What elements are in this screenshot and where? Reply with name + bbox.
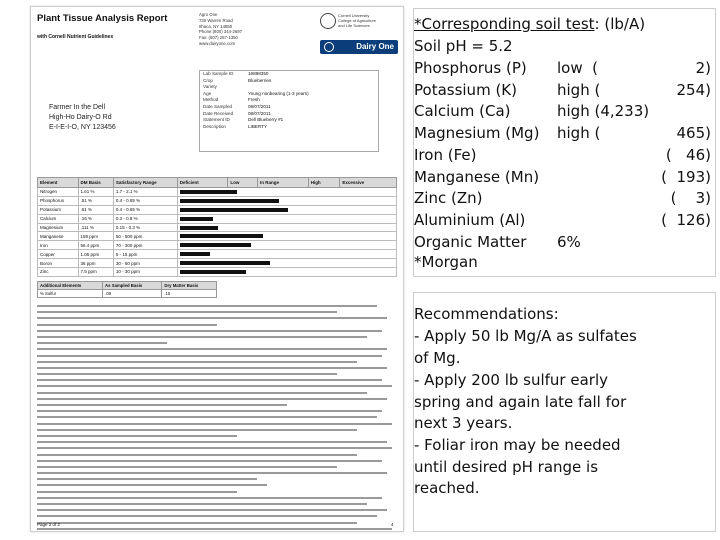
sample-info-row bbox=[200, 84, 378, 91]
dm-basis-value: 36 ppm bbox=[78, 259, 113, 268]
dm-basis-value: 1.61 % bbox=[78, 188, 113, 197]
element-name: Nitrogen bbox=[38, 188, 79, 197]
note-line bbox=[37, 373, 337, 375]
sample-info-key: Date Received bbox=[203, 110, 234, 116]
dairy-one-logo bbox=[320, 40, 398, 54]
lab-address-line: Ithaca, NY 14850 bbox=[199, 23, 233, 29]
level-bar-cell bbox=[177, 250, 396, 259]
tissue-report-image bbox=[30, 6, 404, 532]
note-line bbox=[37, 355, 382, 357]
table-row bbox=[38, 223, 397, 232]
additional-header-cell: Dry Matter Basis bbox=[162, 282, 217, 290]
dairy-one-mark-icon bbox=[324, 42, 334, 52]
note-line bbox=[37, 317, 387, 319]
table-row bbox=[38, 214, 397, 223]
satisfactory-range: 1.7 - 2.1 % bbox=[113, 188, 177, 197]
additional-value-cell: % Sulfur bbox=[38, 290, 103, 298]
farmer-address-line: High-Ho Dairy-O Rd bbox=[49, 114, 112, 121]
table-row bbox=[38, 268, 397, 277]
soil-nutrient-value: ( 46) bbox=[665, 145, 711, 164]
sample-info-row bbox=[200, 78, 378, 85]
level-bar bbox=[180, 261, 270, 265]
note-line bbox=[37, 460, 382, 462]
sample-info-key: Variety bbox=[203, 84, 217, 90]
sample-info-key: Date Sampled bbox=[203, 103, 233, 109]
table-row bbox=[38, 250, 397, 259]
soil-nutrient-value: 465) bbox=[676, 124, 711, 143]
cornell-text-line: Cornell University bbox=[338, 13, 370, 18]
sample-info-value: LIBERTY bbox=[248, 123, 268, 129]
level-bar bbox=[180, 243, 251, 247]
sample-info-value: Fresh bbox=[248, 97, 260, 103]
soil-nutrient-name: Aluminium (Al) bbox=[414, 210, 526, 229]
element-name: Phosphorus bbox=[38, 196, 79, 205]
soil-nutrient-value: ( 3) bbox=[670, 189, 711, 208]
element-name: Iron bbox=[38, 241, 79, 250]
sample-info-value: Blueberries bbox=[248, 77, 272, 83]
note-line bbox=[37, 416, 377, 418]
note-line bbox=[37, 429, 357, 431]
dm-basis-value: .61 % bbox=[78, 205, 113, 214]
table-row bbox=[38, 241, 397, 250]
note-line bbox=[37, 404, 287, 406]
satisfactory-range: 0.15 - 0.3 % bbox=[113, 223, 177, 232]
sample-info-key: Description bbox=[203, 123, 226, 129]
lab-address-line: Fax: (607) 257-1350 bbox=[199, 35, 238, 41]
element-name: Magnesium bbox=[38, 223, 79, 232]
sample-info-value: 08/07/2011 bbox=[248, 103, 271, 109]
note-line bbox=[37, 522, 357, 524]
report-subtitle: with Cornell Nutrient Guidelines bbox=[37, 34, 114, 40]
additional-header-cell: As Sampled Basis bbox=[103, 282, 162, 290]
sample-info-key: Age bbox=[203, 90, 212, 96]
note-line bbox=[37, 311, 337, 313]
table-row bbox=[38, 259, 397, 268]
cornell-seal-icon bbox=[320, 13, 336, 29]
level-bar-cell bbox=[177, 205, 396, 214]
table-row bbox=[38, 205, 397, 214]
soil-test-title bbox=[414, 15, 645, 33]
lab-address-line: Agro One bbox=[199, 12, 218, 17]
cornell-text bbox=[338, 13, 376, 28]
soil-nutrient-value: 254) bbox=[676, 80, 711, 99]
satisfactory-range: 30 - 60 ppm bbox=[113, 259, 177, 268]
table-row bbox=[38, 196, 397, 205]
sample-info-row bbox=[200, 91, 378, 98]
level-bar-cell bbox=[177, 214, 396, 223]
level-bar-cell bbox=[177, 241, 396, 250]
sample-info-row bbox=[200, 117, 378, 124]
level-bar bbox=[180, 217, 213, 221]
satisfactory-range: 0.4 - 0.65 % bbox=[113, 196, 177, 205]
element-name: Potassium bbox=[38, 205, 79, 214]
note-line bbox=[37, 472, 387, 474]
note-line bbox=[37, 484, 267, 486]
level-bar bbox=[180, 226, 218, 230]
element-name: Copper bbox=[38, 250, 79, 259]
level-bar bbox=[180, 252, 210, 256]
element-name: Manganese bbox=[38, 232, 79, 241]
soil-test-title-units: : (lb/A) bbox=[594, 15, 646, 33]
note-line bbox=[37, 509, 387, 511]
note-line bbox=[37, 342, 167, 344]
soil-nutrient-value: ( 193) bbox=[661, 167, 711, 186]
soil-test-panel bbox=[413, 8, 716, 277]
note-line bbox=[37, 447, 392, 449]
cornell-text-line: and Life Sciences bbox=[338, 23, 370, 28]
soil-nutrient-level: 6% bbox=[557, 232, 581, 251]
soil-nutrient-level: high (4,233) bbox=[557, 102, 650, 121]
soil-nutrient-level: low ( bbox=[557, 59, 599, 77]
sample-info-key: Crop bbox=[203, 77, 213, 83]
sample-info-key: Statement ID bbox=[203, 117, 230, 123]
recommendations-panel bbox=[413, 292, 716, 532]
table-header-cell: High bbox=[308, 178, 340, 188]
note-line bbox=[37, 392, 367, 394]
report-page-number: 4 bbox=[391, 522, 394, 527]
soil-nutrient-level: high ( bbox=[557, 124, 601, 143]
note-line bbox=[37, 441, 387, 443]
sample-info-key: Lab Sample ID bbox=[203, 71, 234, 76]
sample-info-row bbox=[200, 97, 378, 104]
report-page-label: Page 2 of 2 bbox=[37, 522, 61, 527]
soil-nutrient-name: Organic Matter bbox=[414, 232, 527, 251]
additional-value-cell: .08 bbox=[103, 290, 162, 298]
soil-nutrient-value: 2) bbox=[695, 59, 711, 77]
sample-info-row bbox=[200, 71, 378, 78]
note-line bbox=[37, 466, 337, 468]
lab-address-line: Phone:(800) 344-2697 bbox=[199, 29, 243, 35]
soil-test-title-underlined: *Corresponding soil test bbox=[414, 15, 595, 33]
note-line bbox=[37, 435, 237, 437]
soil-nutrient-name: Calcium (Ca) bbox=[414, 102, 511, 121]
level-bar-cell bbox=[177, 196, 396, 205]
recommendation-item: - Apply 200 lb sulfur early spring and again late fall for next 3 years. bbox=[414, 371, 627, 433]
report-notes bbox=[37, 305, 397, 532]
soil-nutrient-name: Iron (Fe) bbox=[414, 145, 477, 164]
recommendation-item: - Apply 50 lb Mg/A as sulfates of Mg. bbox=[414, 327, 637, 367]
level-bar-cell bbox=[177, 223, 396, 232]
note-line bbox=[37, 410, 382, 412]
dm-basis-value: 159 ppm bbox=[78, 232, 113, 241]
table-header-cell: Element bbox=[38, 178, 79, 188]
sample-info-box bbox=[199, 70, 379, 152]
table-header-cell: In Range bbox=[257, 178, 308, 188]
soil-nutrient-name: Manganese (Mn) bbox=[414, 167, 540, 186]
table-row bbox=[38, 188, 397, 197]
level-bar bbox=[180, 270, 246, 274]
soil-ph: Soil pH = 5.2 bbox=[414, 37, 513, 55]
note-line bbox=[37, 348, 387, 350]
note-line bbox=[37, 515, 377, 517]
soil-nutrient-name: Potassium (K) bbox=[414, 80, 517, 99]
table-header-cell: Satisfactory Range bbox=[113, 178, 177, 188]
lab-address-line: 730 Warren Road bbox=[199, 17, 233, 23]
note-line bbox=[37, 503, 367, 505]
sample-info-key: Method bbox=[203, 97, 219, 103]
report-title: Plant Tissue Analysis Report bbox=[37, 13, 168, 24]
level-bar bbox=[180, 199, 279, 203]
note-line bbox=[37, 330, 382, 332]
recommendations-title: Recommendations: bbox=[414, 305, 559, 323]
note-line bbox=[37, 361, 357, 363]
note-line bbox=[37, 324, 217, 326]
note-line bbox=[37, 423, 392, 425]
note-line bbox=[37, 398, 387, 400]
element-name: Calcium bbox=[38, 214, 79, 223]
dm-basis-value: .51 % bbox=[78, 196, 113, 205]
sample-info-value: 08/07/2011 bbox=[248, 110, 271, 116]
satisfactory-range: 5 - 15 ppm bbox=[113, 250, 177, 259]
level-bar-cell bbox=[177, 188, 396, 197]
note-line bbox=[37, 305, 377, 307]
satisfactory-range: 0.4 - 0.65 % bbox=[113, 205, 177, 214]
note-line bbox=[37, 497, 382, 499]
soil-nutrient-level: high ( bbox=[557, 80, 601, 99]
note-line bbox=[37, 491, 237, 493]
farmer-address-line: E-I-E-I-O, NY 123456 bbox=[49, 124, 116, 131]
table-header-cell: DM Basis bbox=[78, 178, 113, 188]
table-header-cell: Low bbox=[228, 178, 258, 188]
sample-info-value: Young nonbearing (1-3 years) bbox=[248, 90, 309, 96]
additional-elements-table bbox=[37, 281, 217, 298]
sample-info-row bbox=[200, 104, 378, 111]
sample-info-value: 16888350 bbox=[248, 71, 269, 76]
dm-basis-value: .16 % bbox=[78, 214, 113, 223]
sample-info-row bbox=[200, 111, 378, 118]
lab-address bbox=[199, 12, 242, 47]
satisfactory-range: 10 - 30 ppm bbox=[113, 268, 177, 277]
soil-nutrient-name: Phosphorus (P) bbox=[414, 59, 527, 77]
note-line bbox=[37, 478, 257, 480]
soil-nutrient-value: ( 126) bbox=[661, 210, 711, 229]
level-bar-cell bbox=[177, 232, 396, 241]
recommendation-item: - Foliar iron may be needed until desired pH range is reached. bbox=[414, 436, 621, 498]
dm-basis-value: .111 % bbox=[78, 223, 113, 232]
dm-basis-value: 56.4 ppm bbox=[78, 241, 113, 250]
dm-basis-value: 1.05 ppm bbox=[78, 250, 113, 259]
note-line bbox=[37, 454, 357, 456]
note-line bbox=[37, 336, 367, 338]
satisfactory-range: 50 - 500 ppm bbox=[113, 232, 177, 241]
note-line bbox=[37, 385, 392, 387]
satisfactory-range: 0.3 - 0.8 % bbox=[113, 214, 177, 223]
table-header-cell: Excessive bbox=[340, 178, 397, 188]
dairy-one-logo-text: Dairy One bbox=[356, 42, 394, 51]
farmer-address-line: Farmer In the Dell bbox=[49, 104, 106, 111]
element-name: Boron bbox=[38, 259, 79, 268]
level-bar-cell bbox=[177, 259, 396, 268]
farmer-address bbox=[49, 103, 116, 133]
nutrient-table bbox=[37, 177, 397, 277]
level-bar bbox=[180, 190, 237, 194]
soil-test-footnote: *Morgan bbox=[414, 253, 478, 271]
soil-nutrient-name: Zinc (Zn) bbox=[414, 189, 483, 208]
additional-value-cell: .15 bbox=[162, 290, 217, 298]
note-line bbox=[37, 379, 382, 381]
note-line bbox=[37, 528, 392, 530]
satisfactory-range: 70 - 300 ppm bbox=[113, 241, 177, 250]
level-bar-cell bbox=[177, 268, 396, 277]
lab-address-line: www.dairyone.com bbox=[199, 40, 236, 46]
level-bar bbox=[180, 208, 288, 212]
sample-info-row bbox=[200, 124, 378, 131]
element-name: Zinc bbox=[38, 268, 79, 277]
cornell-text-line: College of Agriculture bbox=[338, 18, 377, 23]
soil-nutrient-name: Magnesium (Mg) bbox=[414, 124, 540, 143]
level-bar bbox=[180, 234, 263, 238]
additional-header-cell: Additional Elements bbox=[38, 282, 103, 290]
note-line bbox=[37, 367, 387, 369]
table-row bbox=[38, 232, 397, 241]
table-header-cell: Deficient bbox=[177, 178, 228, 188]
sample-info-value: Dell Blueberry #1 bbox=[248, 117, 284, 123]
dm-basis-value: 7.5 ppm bbox=[78, 268, 113, 277]
